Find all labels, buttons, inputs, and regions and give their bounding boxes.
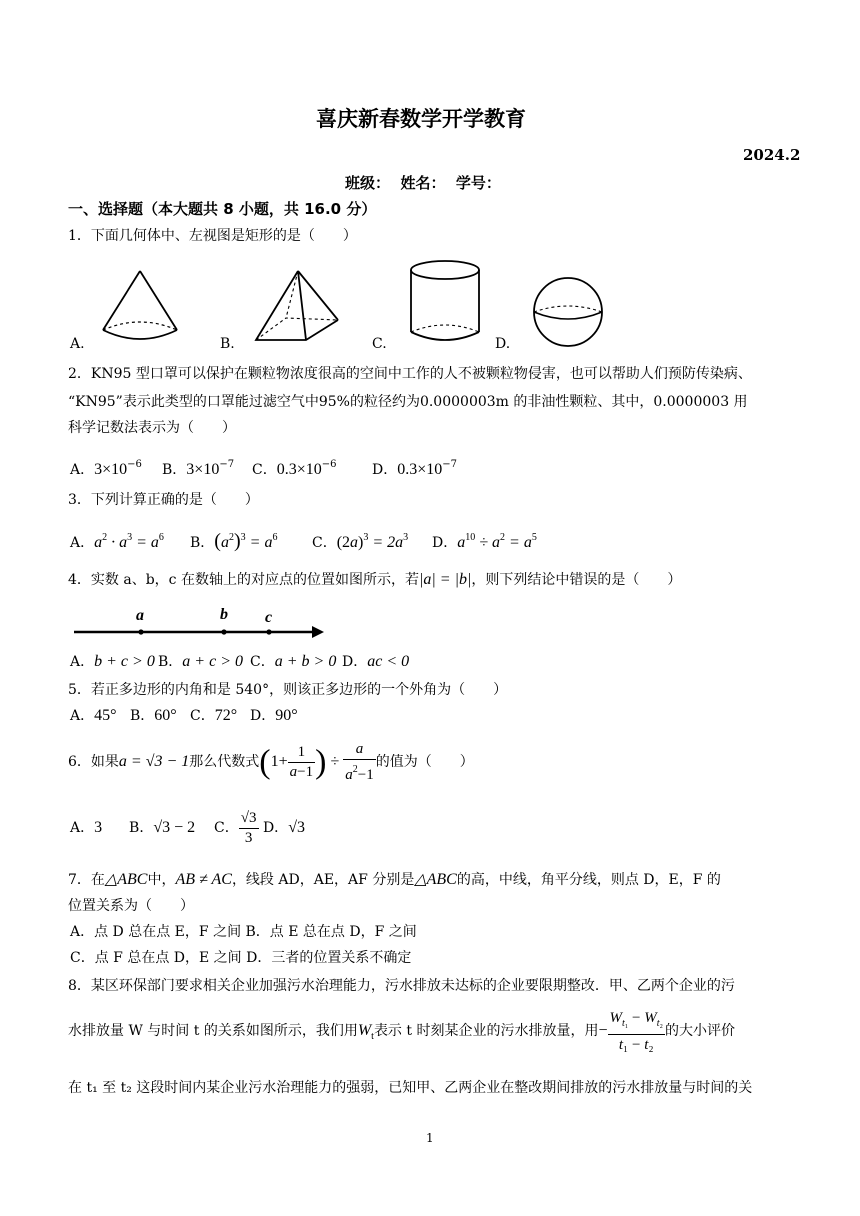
- q6-options: [70, 808, 305, 848]
- q4-option-b[interactable]: B．a + c > 0: [158, 653, 243, 670]
- q2-option-d[interactable]: D．$0.3\times 10^{-7}$: [372, 459, 458, 478]
- q3-option-b[interactable]: B．$(a^2)^3 = a^6$: [190, 530, 278, 552]
- exam-date: 2024.2: [743, 146, 801, 164]
- q7-line-2: 位置关系为（ ）: [68, 898, 194, 914]
- cone-figure: [95, 268, 185, 348]
- numberline-label-b: b: [220, 606, 228, 623]
- number-line: [72, 608, 332, 644]
- q6-option-d[interactable]: D．√3: [262, 819, 305, 836]
- page-number: 1: [426, 1131, 434, 1145]
- q3-stem: 3．下列计算正确的是（ ）: [68, 492, 259, 508]
- q8-line-2: 水排放量 W 与时间 t 的关系如图所示，我们用$W_t$表示 t 时刻某企业的污水排放量，用− $\frac{W_{t_1} - W_{t_2}}{\text{t₁ − t₂}}$ 的大小评价: [68, 1010, 736, 1053]
- q1-option-d[interactable]: D.: [495, 336, 511, 352]
- q1-option-c[interactable]: C.: [372, 336, 387, 352]
- page-title: 喜庆新春数学开学教育: [316, 107, 526, 131]
- q3-option-c[interactable]: C．$(2a)^3 = 2a^3$: [312, 532, 409, 551]
- q5-option-a[interactable]: A．45°: [70, 707, 117, 724]
- q2-line-3: 科学记数法表示为（ ）: [68, 420, 236, 436]
- q5-stem: 5．若正多边形的内角和是 540°，则该正多边形的一个外角为（ ）: [68, 682, 508, 698]
- q2-line-2: “KN95”表示此类型的口罩能过滤空气中95%的粒径约为0.0000003m 的非油性颗粒、其中，0.0000003 用: [68, 394, 748, 410]
- section-heading: 一、选择题（本大题共 8 小题，共 16.0 分）: [68, 200, 377, 218]
- q1-stem: 1．下面几何体中、左视图是矩形的是（ ）: [68, 228, 357, 244]
- q2-option-b[interactable]: B．$3\times 10^{-7}$: [162, 459, 235, 478]
- q8-line-3: 在 t₁ 至 t₂ 这段时间内某企业污水治理能力的强弱，已知甲、乙两企业在整改期间排放的污水排放量与时间的关: [68, 1080, 753, 1096]
- q5-option-d[interactable]: D．90°: [250, 707, 298, 724]
- q6-condition: a = √3 − 1: [118, 753, 190, 771]
- q6-stem: 6．如果a = √3 − 1那么代数式(1+ $\frac{1}{a-1}$ ) ÷ $\frac{a}{a^2-1}$ 的值为（ ）: [68, 741, 474, 783]
- q6-option-a[interactable]: A．3: [70, 819, 103, 836]
- q2-option-a[interactable]: A．$3\times 10^{-6}$: [70, 459, 142, 478]
- q2-option-c[interactable]: C．$0.3\times 10^{-6}$: [252, 459, 337, 478]
- q6-option-c[interactable]: C． $\frac{√3}{3}$: [214, 809, 257, 846]
- q7-options-cd[interactable]: C．点 F 总在点 D，E 之间 D．三者的位置关系不确定: [70, 950, 412, 966]
- q8-line-1: 8．某区环保部门要求相关企业加强污水治理能力，污水排放未达标的企业要限期整改．甲、乙两个企业的污: [68, 978, 735, 994]
- cylinder-figure: [405, 258, 485, 346]
- q6-expression: (1+ $\frac{1}{a-1}$ ) ÷ $\frac{a}{a^2-1}$: [259, 741, 374, 783]
- q4-option-a[interactable]: A．b + c > 0: [70, 653, 155, 670]
- q1-option-b[interactable]: B.: [220, 336, 235, 352]
- q3-option-d[interactable]: D．$a^{10} \div a^2 = a^5$: [432, 532, 537, 551]
- q4-stem: 4．实数 a、b，c 在数轴上的对应点的位置如图所示，若|a| = |b|，则下列结论中错误的是（ ）: [68, 571, 682, 588]
- q2-line-1: 2．KN95 型口罩可以保护在颗粒物浓度很高的空间中工作的人不被颗粒物侵害，也可以帮助人们预防传染病、: [68, 366, 752, 382]
- numberline-label-a: a: [136, 607, 144, 624]
- numberline-label-c: c: [265, 609, 273, 626]
- q5-option-b[interactable]: B．60°: [130, 707, 177, 724]
- q4-option-c[interactable]: C．a + b > 0: [250, 653, 337, 670]
- sphere-figure: [526, 276, 610, 348]
- q7-options-ab[interactable]: A．点 D 总在点 E，F 之间 B．点 E 总在点 D，F 之间: [70, 924, 417, 940]
- pyramid-figure: [248, 268, 348, 348]
- q5-option-c[interactable]: C．72°: [190, 707, 238, 724]
- q6-option-b[interactable]: B．√3 − 2: [129, 819, 196, 836]
- q4-condition: |a| = |b|: [418, 571, 472, 588]
- student-info-line: 班级： 姓名： 学号：: [345, 174, 501, 192]
- q1-option-a[interactable]: A.: [70, 336, 85, 352]
- q7-line-1: 7．在△ABC中，AB ≠ AC，线段 AD，AE，AF 分别是△ABC的高，中线，角平分线，则点 D，E，F 的: [68, 871, 721, 888]
- q3-option-a[interactable]: A．$a^2 \cdot a^3 = a^6$: [70, 532, 164, 551]
- q4-option-d[interactable]: D．ac < 0: [342, 653, 410, 670]
